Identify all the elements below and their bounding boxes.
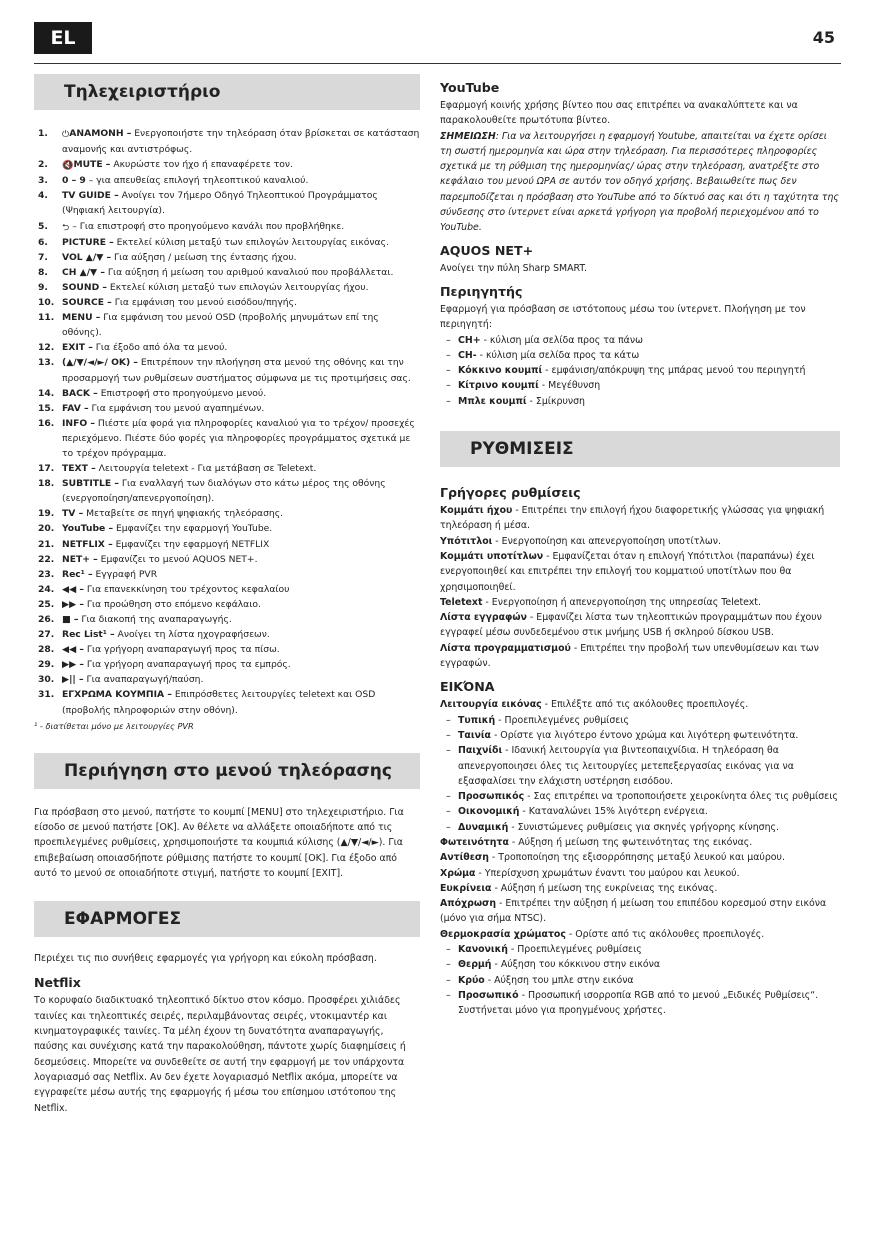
remote-item-number: 22.: [38, 553, 55, 565]
remote-item-key: ■ –: [62, 614, 79, 625]
picture-settings-list: [440, 835, 840, 927]
browser-key-item: [440, 333, 840, 348]
picture-setting-item-text: - Τροποποίηση της εξισορρόπησης μεταξύ λευκού και μαύρου.: [488, 852, 785, 864]
color-temp-item-key: Κρύο: [458, 974, 485, 986]
remote-item-key: NET+ –: [62, 553, 98, 565]
settings-section-title: ΡΥΘΜΙΣΕΙΣ: [440, 431, 840, 467]
remote-item-text: Ενεργοποιήστε την τηλεόραση όταν βρίσκεται σε κατάσταση αναμονής και αντιστρόφως.: [62, 128, 420, 156]
picture-setting-item: [440, 850, 840, 865]
quick-setting-item-key: Κομμάτι υποτίτλων: [440, 550, 544, 562]
netflix-heading: Netflix: [34, 975, 81, 991]
picture-setting-item: [440, 866, 840, 881]
color-temp-item-key: Προσωπικό: [458, 989, 519, 1001]
picture-setting-item-key: Φωτεινότητα: [440, 836, 509, 848]
remote-item-text: Ανοίγει τη λίστα ηχογραφήσεων.: [114, 629, 270, 641]
youtube-note-label: ΣΗΜΕΙΩΣΗ: [440, 130, 496, 142]
remote-item-number: 12.: [38, 342, 55, 354]
browser-keys-list: [440, 333, 840, 409]
remote-item-key: CH ▲/▼ –: [62, 266, 105, 278]
remote-item-text: Μεταβείτε σε πηγή ψηφιακής τηλεόρασης.: [83, 508, 284, 520]
remote-item-text: Για έξοδο από όλα τα μενού.: [92, 342, 228, 354]
remote-item: [34, 219, 420, 235]
remote-item-key: INFO –: [62, 417, 95, 429]
remote-item-text: Για εναλλαγή των διαλόγων στο κάτω μέρος της οθόνης (ενεργοποίηση/απενεργοποίηση).: [62, 478, 386, 505]
browser-key-item: [440, 378, 840, 393]
color-temp-item-text: - Αύξηση του κόκκινου στην εικόνα: [491, 959, 661, 971]
remote-item: [34, 386, 420, 401]
picture-setting-item-text: - Αύξηση ή μείωση της φωτεινότητας της εικόνας.: [508, 836, 753, 848]
remote-item-key: PICTURE –: [62, 236, 114, 248]
remote-item-key: MENU –: [62, 312, 101, 324]
remote-control-list: [34, 126, 420, 718]
left-column: [34, 74, 420, 1116]
remote-item-number: 24.: [38, 583, 55, 595]
picture-setting-item: [440, 896, 840, 927]
remote-item-key: ▶▶ –: [62, 659, 84, 671]
remote-item-number: 17.: [38, 463, 55, 475]
picture-mode-item: [440, 804, 840, 819]
remote-section-title: Τηλεχειριστήριο: [34, 74, 420, 110]
remote-item-key: 0 – 9: [62, 175, 86, 187]
remote-item-number: 25.: [38, 598, 55, 610]
picture-mode-item-key: Προσωπικός: [458, 791, 525, 803]
remote-item-number: 7.: [38, 251, 48, 263]
picture-mode-item-text: - Σας επιτρέπει να τροποποιήσετε χειροκίνητα όλες τις ρυθμίσεις: [524, 791, 838, 803]
remote-item-text: Για εμφάνιση του μενού εισόδου/πηγής.: [111, 297, 297, 309]
remote-item-number: 18.: [38, 478, 55, 490]
browser-heading: Περιηγητής: [440, 283, 523, 299]
remote-item: [34, 235, 420, 250]
remote-item-key: Rec List¹ –: [62, 629, 115, 641]
color-temp-item-text: - Προσωπική ισορροπία RGB από το μενού „Ειδικές Ρυθμίσεις“. Συστήνεται μόνο για προηγμένους χρήστες.: [458, 989, 819, 1017]
quick-setting-item: [440, 641, 840, 672]
remote-item-text: Για αύξηση / μείωση της έντασης ήχου.: [111, 251, 297, 263]
quick-setting-item-text: - Εμφανίζει λίστα των τηλεοπτικών προγραμμάτων που έχουν εγγραφεί μέσω συνδεδεμένου στικ μνήμης USB ή σκληρού δίσκου USB.: [440, 612, 822, 639]
remote-item-number: 30.: [38, 674, 55, 686]
youtube-heading: YouTube: [440, 80, 500, 95]
browser-key-item-text: - Σμίκρυνση: [526, 395, 585, 407]
remote-item: [34, 627, 420, 642]
remote-item-key: (▲/▼/◄/►/ OK) –: [62, 357, 139, 369]
remote-item-text: Για αναπαραγωγή/παύση.: [83, 674, 204, 686]
picture-mode-item-key: Οικονομική: [458, 806, 520, 818]
remote-item: [34, 582, 420, 597]
quick-settings-list: [440, 503, 840, 671]
quick-setting-item-key: Λίστα εγγραφών: [440, 612, 527, 624]
browser-key-item-key: Μπλε κουμπί: [458, 395, 527, 407]
remote-item-text: Λειτουργία teletext - Για μετάβαση σε Teletext.: [95, 463, 317, 475]
remote-item-key: TV GUIDE –: [62, 190, 119, 202]
return-icon: ⮌: [62, 221, 70, 233]
picture-setting-item-key: Απόχρωση: [440, 898, 496, 910]
remote-item-number: 26.: [38, 614, 55, 625]
remote-item-number: 28.: [38, 644, 55, 656]
browser-key-item-text: - κύλιση μία σελίδα προς τα πάνω: [480, 334, 643, 346]
remote-item-number: 1.: [38, 128, 48, 139]
remote-item: [34, 552, 420, 567]
remote-item-text: Για γρήγορη αναπαραγωγή προς τα πίσω.: [83, 644, 280, 656]
quick-setting-item-text: - Επιτρέπει την προβολή των υπενθυμίσεων και των εγγραφών.: [440, 642, 819, 670]
color-temp-text: - Ορίστε από τις ακόλουθες προεπιλογές.: [565, 928, 765, 940]
remote-item-key: NETFLIX –: [62, 538, 113, 550]
remote-item-key: FAV –: [62, 402, 89, 414]
picture-mode-key: Λειτουργία εικόνας: [440, 699, 542, 711]
remote-item-number: 5.: [38, 220, 48, 232]
picture-setting-item-text: - Επιτρέπει την αύξηση ή μείωση του επιπέδου κορεσμού στην εικόνα (μόνο για σήμα NTSC).: [440, 898, 827, 925]
picture-mode-item-text: - Ορίστε για λιγότερο έντονο χρώμα και λιγότερη φωτεινότητα.: [490, 729, 799, 741]
browser-key-item-key: CH-: [458, 349, 477, 361]
quick-setting-item: [440, 549, 840, 595]
quick-setting-item: [440, 503, 840, 534]
aquos-heading: AQUOS NET+: [440, 242, 534, 258]
remote-item: [34, 295, 420, 310]
remote-item: [34, 642, 420, 657]
color-temp: [440, 927, 840, 942]
picture-setting-item-text: - Υπερίσχυση χρωμάτων έναντι του μαύρου και λευκού.: [475, 867, 740, 879]
remote-item: [34, 250, 420, 265]
browser-key-item-text: - κύλιση μία σελίδα προς τα κάτω: [476, 349, 640, 361]
remote-item: [34, 173, 420, 188]
remote-item-key: ▶▶ –: [62, 598, 84, 610]
netflix-text: Το κορυφαίο διαδικτυακό τηλεοπτικό δίκτυο στον κόσμο. Προσφέρει χιλιάδες ταινίες και τηλεοπτικές σειρές, περιλαμβάνοντας σειρές, ντοκιμαντέρ και κινηματογραφικές ταινίες. Τα μέλη έχουν τη δυνατότητα αναπαραγωγής, παύσης και συνέχισης κατά την παρακολούθηση, πάντοτε χωρίς διαφημίσεις ή δεσμεύσεις. Μπορείτε να συνδεθείτε σε αυτή την εφαρμογή με τον υπάρχοντα λογαριασμό σας Netflix. Αν δεν έχετε λογαριασμό Netflix ακόμα, μπορείτε να εγγραφείτε μέσω αυτής της εφαρμογής ή μέσω του επίσημου ιστότοπου της Netflix.: [34, 995, 406, 1114]
remote-item: [34, 188, 420, 218]
remote-item: [34, 310, 420, 340]
remote-item-number: 27.: [38, 629, 55, 641]
youtube-note-text: : Για να λειτουργήσει η εφαρμογή Youtube, απαιτείται να έχετε ορίσει τη σωστή ημερομηνία και ώρα στην τηλεόραση. Για περισσότερες πληροφορίες σχετικά με τη ρύθμιση της ημερομηνίας/ ώρας στην τηλεόραση, ανατρέξτε στο κεφάλαιο του μενού ΩΡΑ σε αυτόν τον οδηγό χρήσης. Βεβαιωθείτε πως δεν παρεμποδίζεται η πρόσβαση στο YouTube από το δίκτυό σας και ότι η ταχύτητα της σύνδεσης στο ίντερνετ είναι αρκετά γρήγορη για προβολή περιεχομένου από το YouTube.: [440, 130, 839, 234]
quick-setting-item-text: - Ενεργοποίηση και απενεργοποίηση υποτίτλων.: [492, 535, 721, 547]
remote-item: [34, 506, 420, 521]
remote-item-text: Επιπρόσθετες λειτουργίες teletext και OSD (προβολής πληροφοριών στην οθόνη).: [62, 689, 376, 716]
color-temp-item: [440, 973, 840, 988]
remote-item-key: YouTube –: [62, 523, 114, 535]
remote-item: [34, 126, 420, 157]
picture-mode-item-key: Δυναμική: [458, 821, 509, 833]
remote-item-text: Για επανεκκίνηση του τρέχοντος κεφαλαίου: [83, 583, 290, 595]
remote-item-text: Για προώθηση στο επόμενο κεφάλαιο.: [83, 598, 261, 610]
power-icon: ⏻: [62, 129, 70, 140]
remote-item-key: SOUND –: [62, 281, 107, 293]
remote-item-key: VOL ▲/▼ –: [62, 251, 112, 263]
color-temp-list: [440, 942, 840, 1018]
quick-setting-item-key: Λίστα προγραμματισμού: [440, 642, 571, 654]
color-temp-item-key: Κανονική: [458, 944, 508, 956]
remote-item-text: Εμφανίζει το μενού AQUOS NET+.: [97, 553, 258, 565]
picture-mode-item-key: Παιχνίδι: [458, 745, 503, 757]
remote-item: [34, 157, 420, 173]
remote-item-text: Επιστροφή στο προηγούμενο μενού.: [97, 387, 267, 399]
picture-mode-item-text: - Ιδανική λειτουργία για βιντεοπαιχνίδια. Η τηλεόραση θα απενεργοποιησει όλες τις λειτουργίες μετεπεξεργασίας εικόνας για να εξασφαλίσει την ελάχιστη υστέρηση εισόδου.: [458, 745, 794, 787]
picture-setting-item-key: Ευκρίνεια: [440, 882, 492, 894]
remote-item-number: 31.: [38, 689, 55, 701]
pvr-footnote: ¹ - διατίθεται μόνο με λειτουργίες PVR: [34, 720, 194, 731]
picture-mode-item-text: - Συνιστώμενες ρυθμίσεις για σκηνές γρήγορης κίνησης.: [508, 821, 779, 833]
quick-setting-item-key: Teletext: [440, 596, 483, 608]
remote-item-number: 20.: [38, 523, 55, 535]
quick-setting-item: [440, 534, 840, 549]
remote-item-text: – για απευθείας επιλογή τηλεοπτικού καναλιού.: [85, 175, 309, 187]
color-temp-item: [440, 942, 840, 957]
remote-item-text: Ανοίγει τον 7ήμερο Οδηγό Τηλεοπτικού Προγράμματος (Ψηφιακή λειτουργία).: [62, 190, 378, 217]
color-temp-item-text: - Αύξηση του μπλε στην εικόνα: [484, 974, 634, 986]
color-temp-key: Θερμοκρασία χρώματος: [440, 928, 566, 940]
remote-item-number: 29.: [38, 659, 55, 671]
browser-key-item: [440, 348, 840, 363]
picture-mode-item: [440, 728, 840, 743]
picture-mode-item-key: Τυπική: [458, 714, 496, 726]
remote-item-key: BACK –: [62, 387, 98, 399]
picture-mode-item-text: - Καταναλώνει 15% λιγότερη ενέργεια.: [519, 806, 708, 818]
remote-item: [34, 401, 420, 416]
remote-item-text: Για εμφάνιση του μενού OSD (προβολής μηνυμάτων επί της οθόνης).: [62, 312, 379, 339]
browser-key-item-key: CH+: [458, 334, 481, 346]
picture-setting-item-text: - Αύξηση ή μείωση της ευκρίνειας της εικόνας.: [491, 882, 718, 894]
picture-modes-list: [440, 713, 840, 835]
remote-item-key: ◀◀ –: [62, 583, 84, 595]
navigation-text: Για πρόσβαση στο μενού, πατήστε το κουμπί [MENU] στο τηλεχειριστήριο. Για είσοδο σε μενού πατήστε [OK]. Αν θέλετε να αλλάξετε οποιαδήποτε από τις προεπιλεγμένες ρυθμίσεις, χρησιμοποιήστε τα κουμπιά κύλισης (▲/▼/◄/►). Για επιβεβαίωση οποιασδήποτε ρύθμισης πατήστε το κουμπί [OK]. Για έξοδο από αυτό το μενού σε οποιαδήποτε στιγμή, πατήστε το κουμπί [EXIT].: [34, 806, 404, 879]
remote-item-key: ΕΓΧΡΩΜΑ ΚΟΥΜΠΙΑ –: [62, 689, 172, 701]
quick-setting-item-text: - Εμφανίζεται όταν η επιλογή Υπότιτλοι (παραπάνω) έχει ενεργοποιηθεί και επιτρέπει την επιλογή του κομματιού υποτίτλων που θα χρησιμοποιηθεί.: [440, 550, 815, 593]
browser-key-item-key: Κόκκινο κουμπί: [458, 365, 543, 377]
remote-item-text: Εκτελεί κύλιση μεταξύ των επιλογών λειτουργίας εικόνας.: [113, 236, 389, 248]
remote-item-number: 13.: [38, 357, 55, 369]
remote-item-number: 19.: [38, 508, 55, 520]
remote-item-text: Για γρήγορη αναπαραγωγή προς τα εμπρός.: [83, 659, 291, 671]
remote-item: [34, 567, 420, 582]
remote-item-text: Για διακοπή της αναπαραγωγής.: [78, 614, 232, 625]
picture-setting-item-key: Αντίθεση: [440, 852, 489, 864]
remote-item: [34, 612, 420, 627]
remote-item-number: 2.: [38, 159, 48, 171]
color-temp-item: [440, 957, 840, 972]
apps-intro: Περιέχει τις πιο συνήθεις εφαρμογές για γρήγορη και εύκολη πρόσβαση.: [34, 953, 377, 965]
youtube-text: Εφαρμογή κοινής χρήσης βίντεο που σας επιτρέπει να ανακαλύπτετε και να παρακολουθείτε πρωτότυπα βίντεο.: [440, 100, 798, 127]
remote-item-number: 21.: [38, 538, 55, 550]
remote-item-text: Επιτρέπουν την πλοήγηση στα μενού της οθόνης και την προσαρμογή των ρυθμίσεων συστήματος σύμφωνα με τις προτιμήσεις σας.: [62, 357, 411, 384]
mute-icon: 🔇: [62, 160, 74, 172]
browser-key-item-text: - Μεγέθυνση: [538, 380, 601, 392]
remote-item: [34, 672, 420, 687]
remote-item: [34, 687, 420, 717]
remote-item-number: 4.: [38, 190, 48, 202]
remote-item-key: EXIT –: [62, 342, 93, 354]
remote-item-number: 8.: [38, 266, 48, 278]
header-rule: [34, 63, 841, 64]
remote-item-key: Rec¹ –: [62, 568, 93, 580]
remote-item-key: ΑΝΑΜΟΝΗ –: [69, 128, 132, 139]
remote-item: [34, 280, 420, 295]
color-temp-item-key: Θερμή: [458, 959, 492, 971]
remote-item: [34, 521, 420, 536]
picture-setting-item: [440, 881, 840, 896]
youtube-note: [440, 129, 840, 236]
remote-item-text: Ακυρώστε τον ήχο ή επαναφέρετε τον.: [110, 159, 293, 171]
remote-item-key: ▶|| –: [62, 674, 84, 686]
picture-mode-item-key: Ταινία: [458, 729, 491, 741]
browser-key-item-key: Κίτρινο κουμπί: [458, 380, 539, 392]
remote-item-number: 15.: [38, 402, 55, 414]
picture-mode-item: [440, 789, 840, 804]
remote-item-number: 23.: [38, 568, 55, 580]
remote-item: [34, 355, 420, 385]
remote-item-key: TEXT –: [62, 463, 96, 475]
remote-item-number: 6.: [38, 236, 48, 248]
remote-item: [34, 265, 420, 280]
remote-item: [34, 476, 420, 506]
remote-item-number: 3.: [38, 175, 48, 187]
navigation-section-title: Περιήγηση στο μενού τηλεόρασης: [34, 753, 420, 789]
remote-item-text: Εκτελεί κύλιση μεταξύ των επιλογών λειτουργίας ήχου.: [107, 281, 369, 293]
remote-item: [34, 340, 420, 355]
remote-item-number: 9.: [38, 281, 48, 293]
remote-item-text: Εμφανίζει την εφαρμογή YouTube.: [113, 523, 273, 535]
quick-setting-item-text: - Επιτρέπει την επιλογή ήχου διαφορετικής γλώσσας για ψηφιακή τηλεόραση ή μέσα.: [440, 505, 825, 532]
browser-key-item: [440, 363, 840, 378]
remote-item-text: – Για επιστροφή στο προηγούμενο κανάλι που προβλήθηκε.: [69, 220, 345, 232]
color-temp-item: [440, 988, 840, 1019]
remote-item-number: 11.: [38, 312, 55, 324]
picture-setting-item-key: Χρώμα: [440, 867, 476, 879]
picture-mode-item: [440, 743, 840, 789]
remote-item-text: Για εμφάνιση του μενού αγαπημένων.: [88, 402, 265, 414]
remote-item-number: 14.: [38, 387, 55, 399]
remote-item: [34, 597, 420, 612]
remote-item-text: Εγγραφή PVR: [92, 568, 158, 580]
picture-mode-item-text: - Προεπιλεγμένες ρυθμίσεις: [495, 714, 630, 726]
apps-section-title: ΕΦΑΡΜΟΓΕΣ: [34, 901, 420, 937]
aquos-text: Ανοίγει την πύλη Sharp SMART.: [440, 262, 587, 274]
remote-item-key: TV –: [62, 508, 84, 520]
quick-settings-heading: Γρήγορες ρυθμίσεις: [440, 485, 581, 501]
remote-item-key: SOURCE –: [62, 297, 112, 309]
browser-key-item: [440, 394, 840, 409]
color-temp-item-text: - Προεπιλεγμένες ρυθμίσεις: [507, 944, 642, 956]
picture-mode-text: - Επιλέξτε από τις ακόλουθες προεπιλογές.: [541, 699, 749, 711]
remote-item: [34, 461, 420, 476]
language-badge: EL: [34, 22, 92, 54]
picture-mode-item: [440, 820, 840, 835]
remote-item-text: Για αύξηση ή μείωση του αριθμού καναλιού που προβάλλεται.: [104, 266, 394, 278]
remote-item: [34, 416, 420, 461]
picture-setting-item: [440, 835, 840, 850]
remote-item-key: ◀◀ –: [62, 644, 84, 656]
quick-setting-item: [440, 595, 840, 610]
quick-setting-item-key: Υπότιτλοι: [440, 535, 493, 547]
remote-item-text: Εμφανίζει την εφαρμογή NETFLIX: [112, 538, 270, 550]
remote-item-key: MUTE –: [73, 159, 111, 171]
quick-setting-item: [440, 610, 840, 641]
remote-item-key: SUBTITLE –: [62, 478, 119, 490]
quick-setting-item-key: Κομμάτι ήχου: [440, 505, 513, 517]
quick-setting-item-text: - Ενεργοποίηση ή απενεργοποίηση της υπηρεσίας Teletext.: [482, 596, 761, 608]
picture-heading: ΕΙΚΌΝΑ: [440, 679, 495, 695]
browser-text: Εφαρμογή για πρόσβαση σε ιστότοπους μέσω του ίντερνετ. Πλοήγηση με τον περιηγητή:: [440, 303, 806, 331]
remote-item: [34, 657, 420, 672]
picture-mode: [440, 697, 840, 712]
picture-mode-item: [440, 713, 840, 728]
remote-item-number: 16.: [38, 417, 55, 429]
page-number: 45: [812, 28, 835, 47]
right-column: [440, 80, 840, 1019]
remote-item-number: 10.: [38, 297, 55, 309]
remote-item: [34, 537, 420, 552]
remote-item-text: Πιέστε μία φορά για πληροφορίες καναλιού για το τρέχον/ προσεχές περιεχόμενο. Πιέστε δύο φορές για πληροφορίες προγράμματος σχετικά με το τρέχον πρόγραμμα.: [62, 417, 415, 459]
browser-key-item-text: - εμφάνιση/απόκρυψη της μπάρας μενού του περιηγητή: [542, 365, 806, 377]
